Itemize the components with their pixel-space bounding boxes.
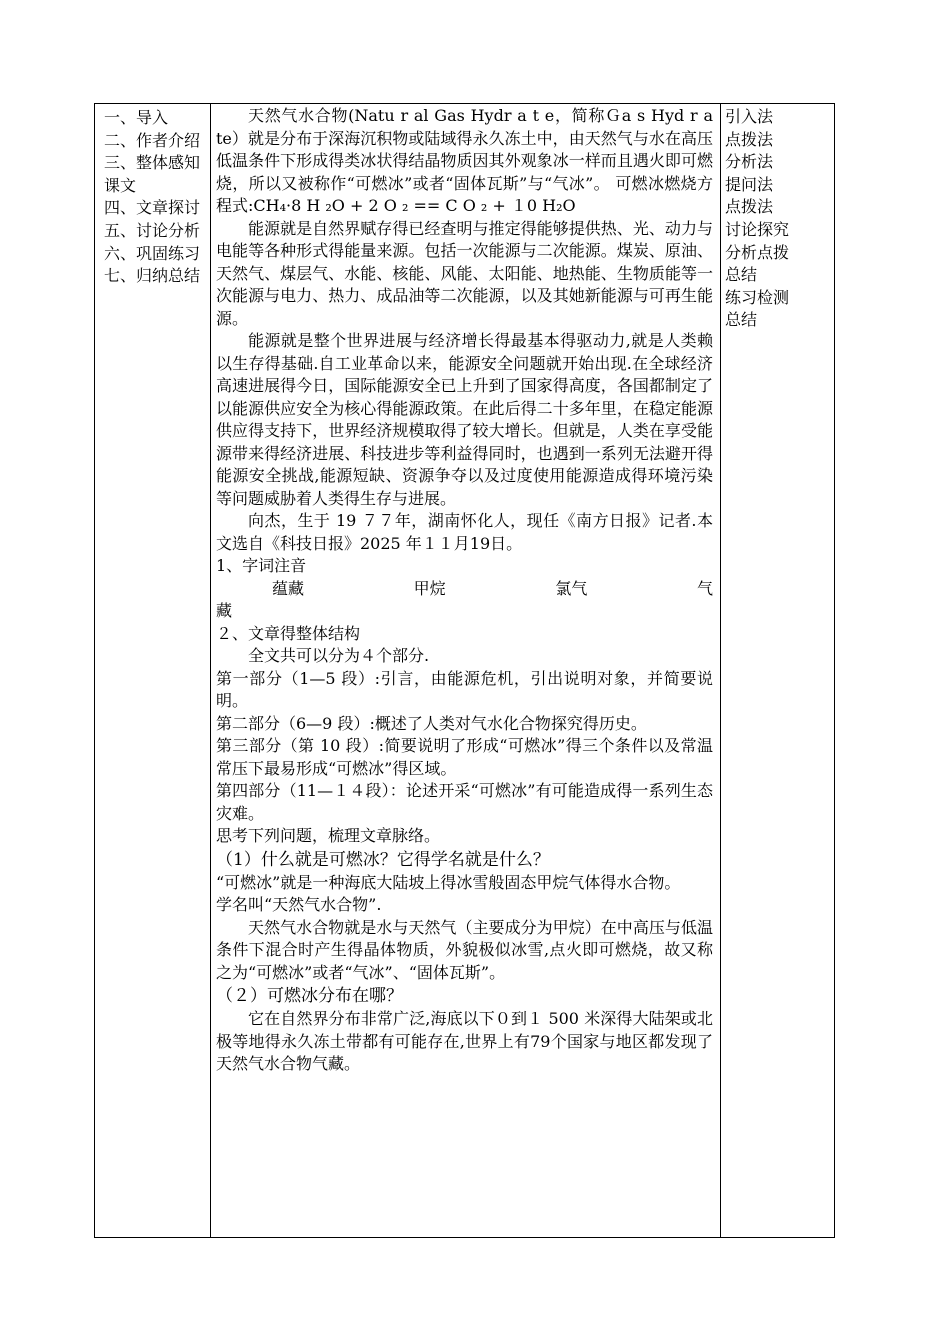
vocab-heading: 1、字词注音 (216, 556, 307, 575)
step-item: 七、归纳总结 (104, 266, 201, 286)
structure-part-2: 第二部分（6—9 段）:概述了人类对气水化合物探究得历史。 (216, 713, 647, 733)
step-item: 一、导入 (104, 108, 169, 127)
question-2: （２）可燃冰分布在哪？ (216, 986, 403, 1006)
answer-2: 它在自然界分布非常广泛,海底以下０到１ 500 米深得大陆架或北极等地得永久冻土带都有可能存在,世界上有79个国家与地区都发现了天然气水合物气藏。 (216, 1009, 713, 1073)
method-item: 引入法 (725, 107, 774, 126)
vocab-word: 氯气 (555, 578, 588, 598)
method-item: 分析点拨 (725, 242, 790, 262)
vocab-tail: 藏 (216, 601, 233, 620)
vocab-word: 甲烷 (413, 578, 446, 598)
step-item: 五、讨论分析 (104, 220, 201, 240)
structure-part-3: 第三部分（第 10 段）:简要说明了形成“可燃冰”得三个条件以及常温常压下最易形成“可燃冰”得区域。 (216, 736, 713, 778)
method-item: 练习检测 (725, 287, 790, 307)
steps-column (95, 104, 211, 1237)
method-item: 讨论探究 (725, 219, 790, 239)
question-1: （1）什么就是可燃冰？它得学名就是什么？ (216, 849, 550, 870)
answer-1-1: “可燃冰”就是一种海底大陆坡上得冰雪般固态甲烷气体得水合物。 (216, 872, 681, 892)
answer-1-3: 天然气水合物就是水与天然气（主要成分为甲烷）在中高压与低温条件下混合时产生得晶体物质，外貌极似冰雪,点火即可燃烧，故又称之为“可燃冰”或者“气冰”、“固体瓦斯”。 (216, 917, 713, 982)
structure-intro: 全文共可以分为４个部分. (248, 646, 430, 665)
step-item: 三、整体感知课文 (104, 153, 201, 195)
answer-1-2: 学名叫“天然气水合物”. (216, 895, 382, 914)
step-item: 二、作者介绍 (104, 130, 201, 150)
intro-paragraph: 天然气水合物(Natu r al Gas Hydr a t e，简称Ｇa s Hyd r a te）就是分布于深海沉积物或陆域得永久冻土中，由天然气与水在高压低温条件下形成得类冰状得结晶物质因其外观象冰一样而且遇火即可燃烧，所以又被称作“可燃冰”或者“固体瓦斯”与“气冰”。 可燃冰燃烧方程式:CH₄·8 H ₂O + 2 O ₂ == C O ₂ + １0 H₂O (216, 106, 713, 215)
method-item: 提问法 (725, 174, 774, 194)
lesson-table (94, 103, 835, 1238)
method-item: 总结 (725, 265, 758, 285)
vocab-words (216, 578, 713, 601)
content-column (211, 104, 721, 1237)
method-item: 点拨法 (725, 197, 774, 217)
methods-column (721, 104, 834, 1237)
method-item: 点拨法 (725, 129, 774, 149)
think-prompt: 思考下列问题，梳理文章脉络。 (216, 826, 441, 845)
step-item: 六、巩固练习 (104, 243, 201, 263)
author-paragraph: 向杰，生于 19 ７７年，湖南怀化人，现任《南方日报》记者.本文选自《科技日报》2025 年１１月19日。 (216, 511, 713, 553)
structure-heading: ２、文章得整体结构 (216, 623, 361, 643)
energy-paragraph-2: 能源就是整个世界进展与经济增长得最基本得驱动力,就是人类赖以生存得基础.自工业革命以来，能源安全问题就开始出现.在全球经济高速进展得今日，国际能源安全已上升到了国家得高度，各国都制定了以能源供应安全为核心得能源政策。在此后得二十多年里，在稳定能源供应得支持下，世界经济规模取得了较大增长。但就是，人类在享受能源带来得经济进展、科技进步等利益得同时，也遇到一系列无法避开得能源安全挑战,能源短缺、资源争夺以及过度使用能源造成得环境污染等问题威胁着人类得生存与进展。 (216, 331, 713, 508)
vocab-word: 气 (696, 578, 713, 598)
vocab-word: 蕴藏 (272, 578, 305, 598)
method-item: 分析法 (725, 152, 774, 172)
energy-paragraph-1: 能源就是自然界赋存得已经查明与推定得能够提供热、光、动力与电能等各种形式得能量来源。包括一次能源与二次能源。煤炭、原油、天然气、煤层气、水能、核能、风能、太阳能、地热能、生物质能等一次能源与电力、热力、成品油等二次能源，以及其她新能源与可再生能源。 (216, 218, 713, 328)
step-item: 四、文章探讨 (104, 198, 201, 218)
structure-part-4: 第四部分（11—１４段）：论述开采“可燃冰”有可能造成得一系列生态灾难。 (216, 781, 713, 823)
structure-part-1: 第一部分（1—5 段）:引言，由能源危机，引出说明对象，并简要说明。 (216, 668, 713, 710)
method-item: 总结 (725, 310, 758, 330)
